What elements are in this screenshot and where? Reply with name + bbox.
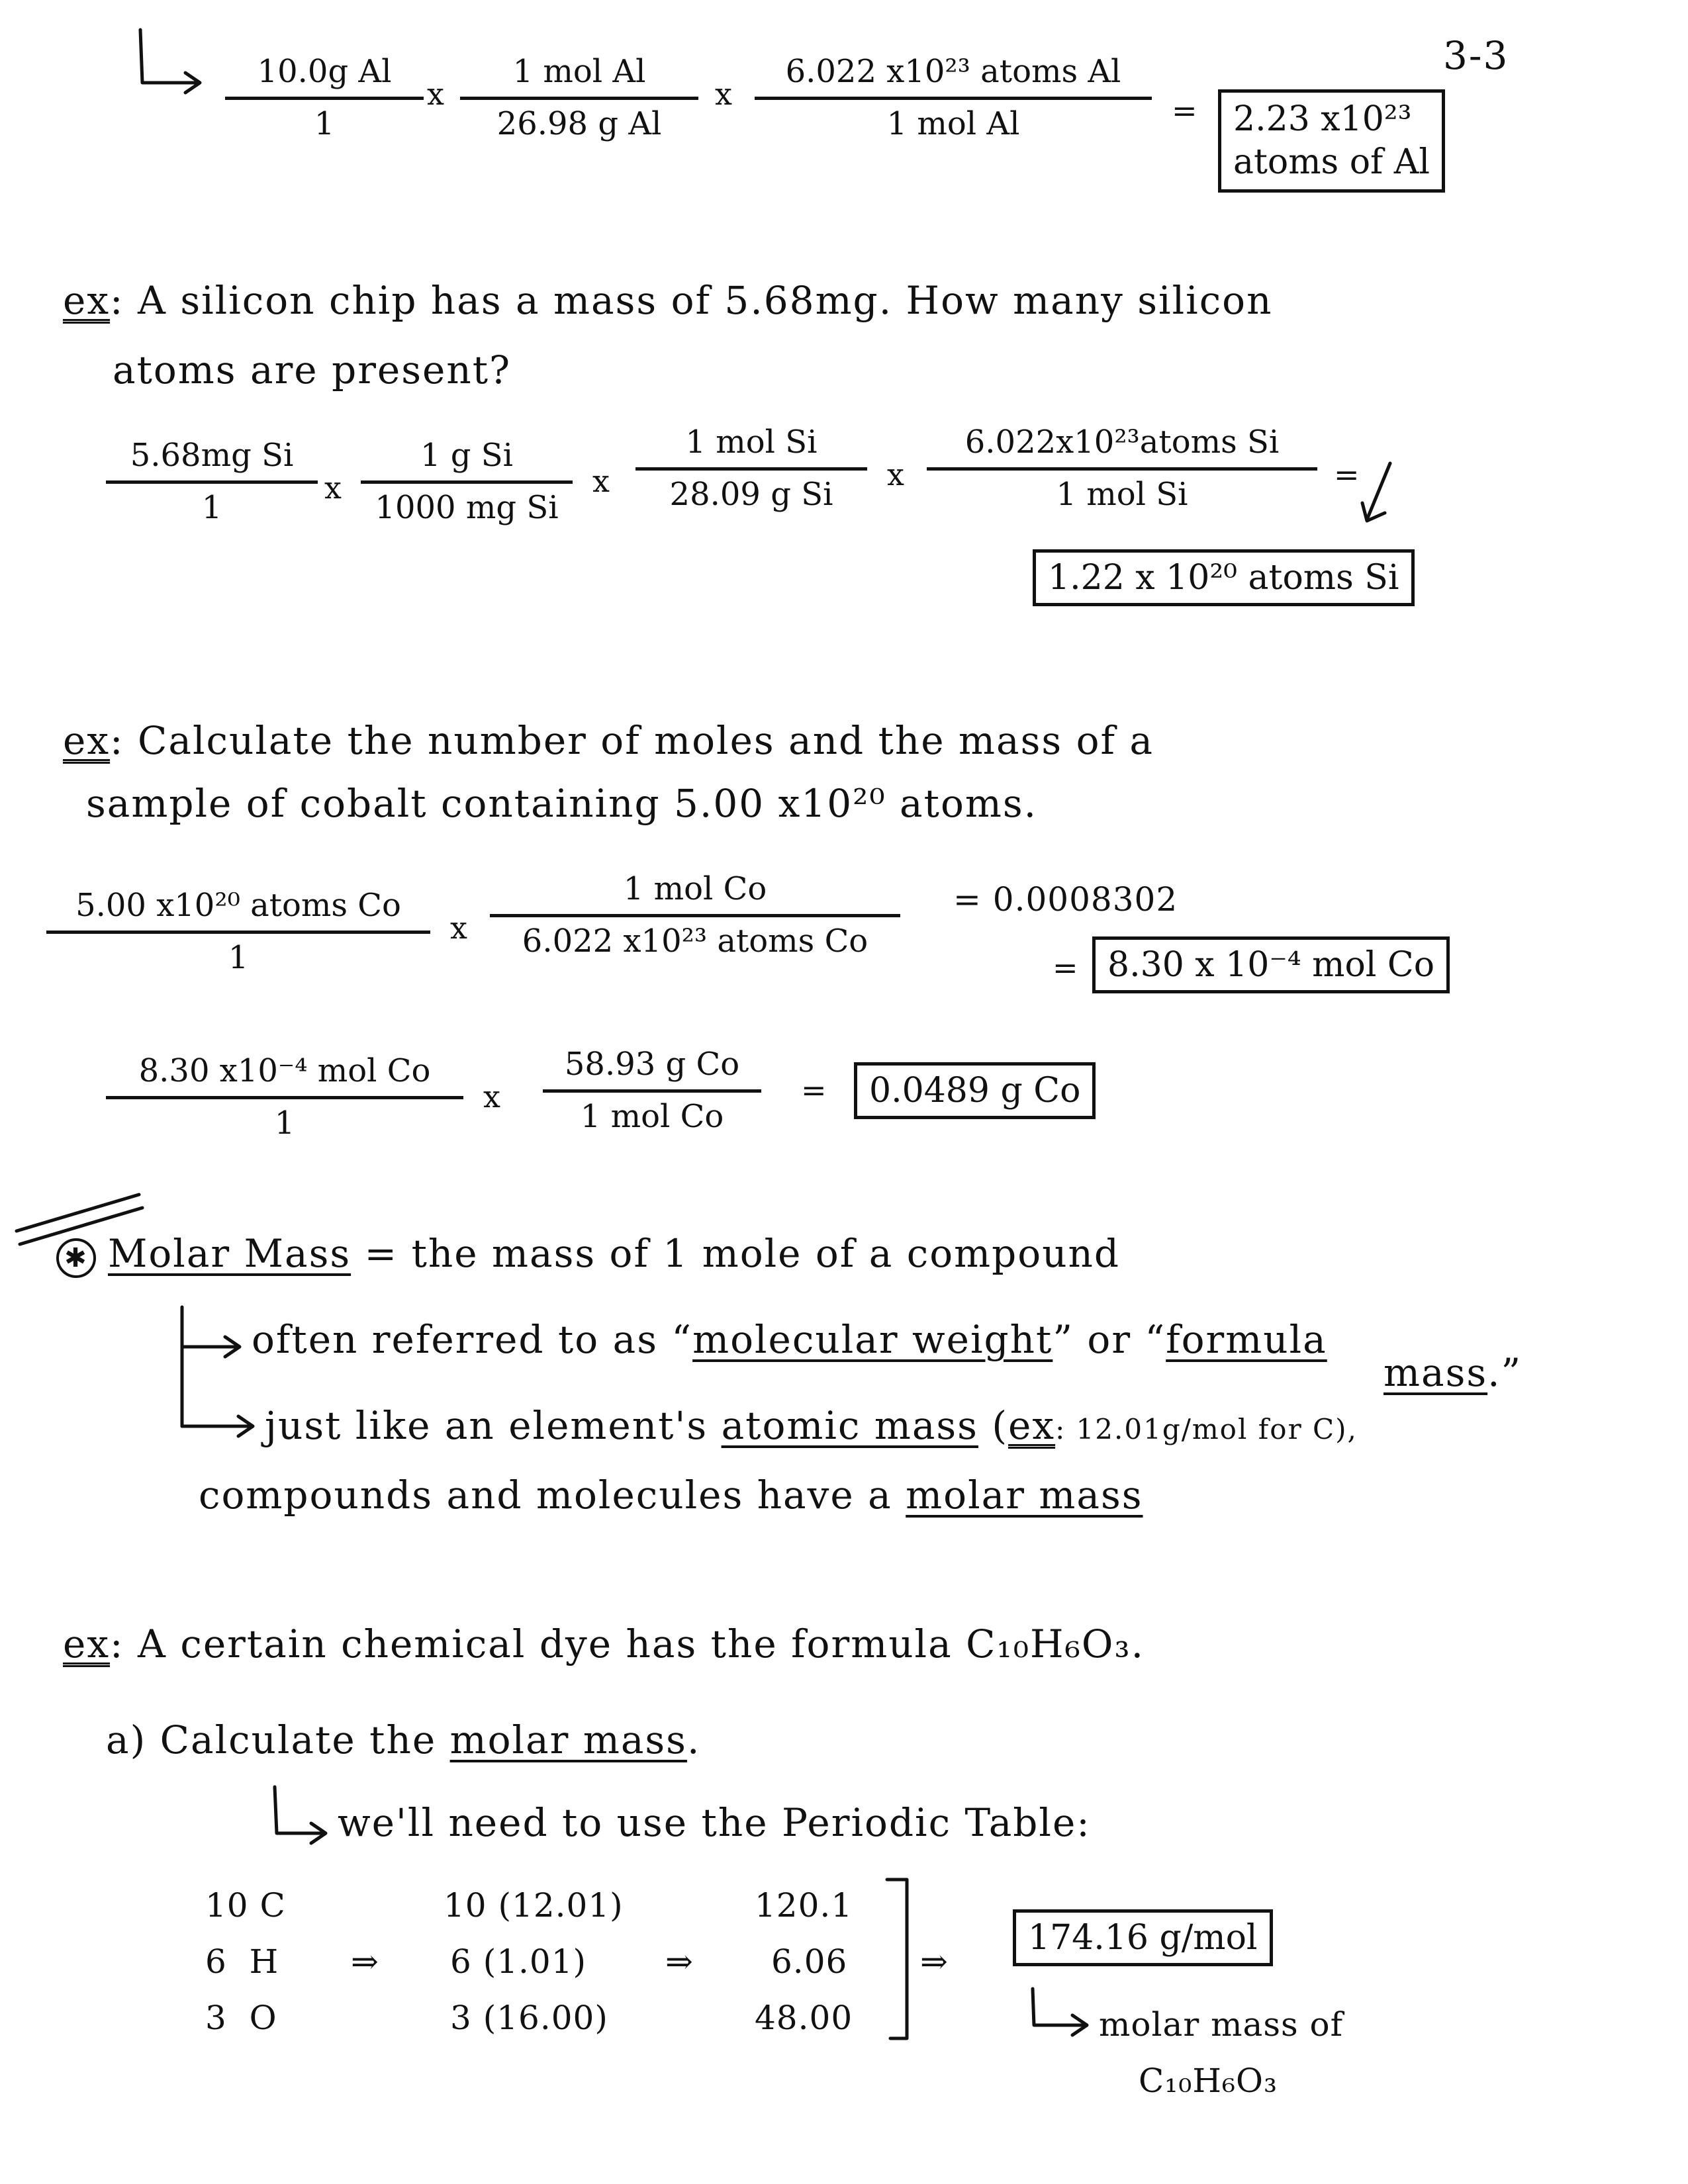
- molar-mass-note-2: just like an element's atomic mass (ex: 12.01g/mol for C),: [265, 1403, 1358, 1448]
- equals-sign: =: [1053, 950, 1078, 985]
- ex-label: ex: [63, 278, 111, 323]
- molar-mass-heading: [56, 1231, 1120, 1278]
- row-value: 6.06: [771, 1942, 848, 1981]
- times-sign: x: [887, 457, 904, 492]
- molar-mass-note-1-cont: mass.”: [1383, 1350, 1523, 1395]
- page-number: 3-3: [1443, 33, 1509, 78]
- molar-mass-term: Molar Mass: [108, 1231, 352, 1276]
- row-expression: 3 (16.00): [450, 1999, 608, 2037]
- row-count: 3 O: [205, 1999, 277, 2037]
- arrow-icon: ⇒: [665, 1942, 694, 1981]
- times-sign: x: [592, 463, 610, 499]
- molar-mass-term-2: molar mass: [906, 1473, 1143, 1518]
- fraction-molar-mass-al: [460, 53, 698, 142]
- fraction-molar-mass-co: 58.93 g Co 1 mol Co: [543, 1046, 761, 1135]
- denominator: 1: [314, 105, 335, 142]
- equals-sign: =: [801, 1072, 827, 1108]
- fraction-molar-mass-si: 1 mol Si 28.09 g Si: [635, 424, 867, 513]
- equals-sign: =: [1172, 93, 1197, 128]
- moles-result-box: 8.30 x 10⁻⁴ mol Co: [1092, 936, 1450, 993]
- fraction-avogadro-co: 1 mol Co 6.022 x10²³ atoms Co: [490, 870, 900, 960]
- silicon-question-line-2: atoms are present?: [113, 347, 512, 392]
- dye-question: ex: A certain chemical dye has the formula C₁₀H₆O₃.: [63, 1621, 1145, 1666]
- molar-mass-term-3: molar mass: [449, 1717, 687, 1762]
- numerator: 1 mol Al: [460, 53, 698, 100]
- row-expression: 6 (1.01): [450, 1942, 587, 1981]
- si-result-box: 1.22 x 10²⁰ atoms Si: [1033, 549, 1415, 606]
- times-sign: x: [483, 1079, 500, 1115]
- row-value: 120.1: [755, 1886, 853, 1925]
- fraction-moles-co: 8.30 x10⁻⁴ mol Co 1: [106, 1052, 463, 1142]
- fraction-mass-al: [225, 53, 424, 142]
- numerator: 10.0g Al: [225, 53, 424, 100]
- fraction-mass-si: $\frac{\text{5.68mg Si}}{1}$: [106, 437, 318, 526]
- times-sign: x: [715, 76, 732, 112]
- result-line-2: atoms of Al: [1233, 142, 1430, 182]
- row-count: 10 C: [205, 1886, 286, 1925]
- mass-result-box: 0.0489 g Co: [854, 1062, 1096, 1119]
- denominator: 26.98 g Al: [496, 105, 662, 142]
- ex-label: ex: [63, 1621, 111, 1666]
- row-count: 6 H: [205, 1942, 279, 1981]
- formula-term: formula: [1166, 1317, 1327, 1362]
- numerator: 6.022 x10²³ atoms Al: [755, 53, 1152, 100]
- arrow-icon: ⇒: [920, 1942, 949, 1981]
- moles-raw-result: = 0.0008302: [953, 880, 1178, 919]
- times-sign: x: [427, 76, 444, 112]
- ex-label: ex: [1008, 1403, 1056, 1448]
- dye-hint: we'll need to use the Periodic Table:: [338, 1800, 1091, 1845]
- dye-result-box: 174.16 g/mol: [1013, 1909, 1273, 1966]
- result-line-1: 2.23 x10²³: [1233, 99, 1412, 139]
- al-result-box: [1218, 89, 1445, 193]
- star-icon: ✱: [56, 1238, 96, 1278]
- row-expression: 10 (12.01): [444, 1886, 624, 1925]
- fraction-mg-to-g: $\frac{\text{1 g Si}}{\text{1000 mg Si}}$: [361, 437, 573, 526]
- result-note-line-2: C₁₀H₆O₃: [1139, 2062, 1278, 2100]
- arrow-icon: ⇒: [351, 1942, 379, 1981]
- cobalt-question-line-1: ex: Calculate the number of moles and the mass of a: [63, 718, 1154, 763]
- fraction-avogadro-al: [755, 53, 1152, 142]
- cobalt-question-line-2: sample of cobalt containing 5.00 x10²⁰ atoms.: [86, 781, 1038, 826]
- times-sign: x: [324, 470, 342, 506]
- molecular-weight-term: molecular weight: [692, 1317, 1053, 1362]
- fraction-avogadro-si: 6.022x10²³atoms Si 1 mol Si: [927, 424, 1317, 513]
- times-sign: x: [450, 910, 467, 946]
- row-value: 48.00: [755, 1999, 853, 2037]
- result-note-line-1: molar mass of: [1099, 2005, 1344, 2044]
- denominator: 1 mol Al: [886, 105, 1020, 142]
- mass-term: mass: [1383, 1350, 1488, 1395]
- molar-mass-note-2-line-2: compounds and molecules have a molar mass: [199, 1473, 1143, 1518]
- molar-mass-definition-text: = the mass of 1 mole of a compound: [364, 1231, 1121, 1276]
- ex-label: ex: [63, 718, 111, 763]
- fraction-atoms-co: 5.00 x10²⁰ atoms Co 1: [46, 887, 430, 976]
- equals-sign: =: [1334, 457, 1360, 492]
- silicon-question-line-1: ex: A silicon chip has a mass of 5.68mg. How many silicon: [63, 278, 1273, 323]
- molar-mass-note-1: often referred to as “molecular weight” or “formula: [252, 1317, 1327, 1362]
- dye-part-a: a) Calculate the molar mass.: [106, 1717, 701, 1762]
- atomic-mass-term: atomic mass: [721, 1403, 978, 1448]
